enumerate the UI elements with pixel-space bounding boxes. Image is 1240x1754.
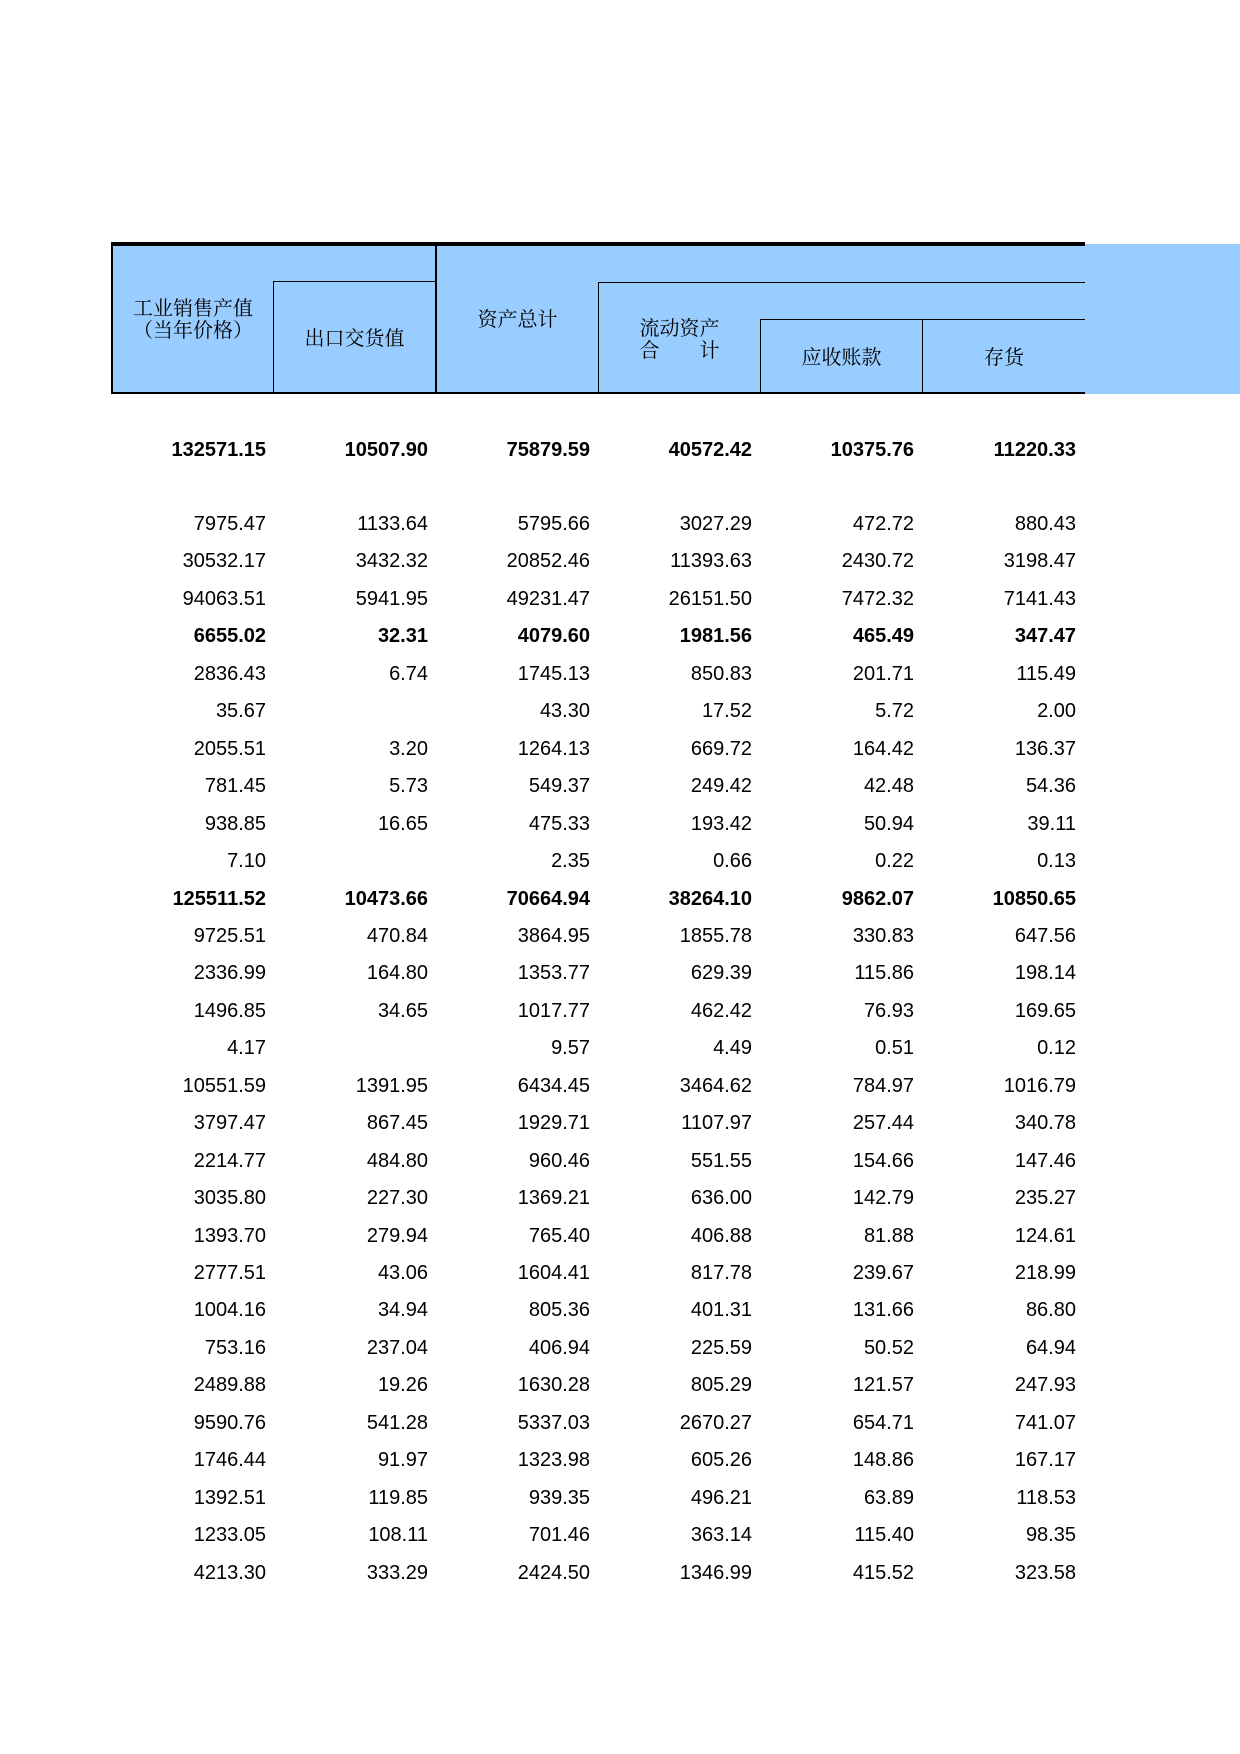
cell-export-value: 34.65	[377, 999, 428, 1022]
cell-sales-output: 6655.02	[193, 625, 266, 648]
cell-sales-output: 10551.59	[182, 1074, 266, 1097]
cell-export-value: 237.04	[366, 1336, 428, 1359]
cell-receivables: 9862.07	[841, 887, 914, 910]
cell-current-assets: 406.88	[690, 1224, 752, 1247]
cell-inventory: 147.46	[1014, 1149, 1076, 1172]
table-row	[111, 993, 1085, 1030]
cell-sales-output: 4213.30	[193, 1561, 266, 1584]
cell-total-assets: 5337.03	[517, 1411, 590, 1434]
cell-export-value: 3432.32	[355, 550, 428, 573]
table-row	[111, 1405, 1085, 1442]
cell-export-value: 108.11	[368, 1524, 428, 1547]
cell-total-assets: 1929.71	[517, 1112, 590, 1135]
cell-export-value: 19.26	[377, 1374, 428, 1397]
cell-current-assets: 462.42	[690, 999, 752, 1022]
cell-total-assets: 805.36	[528, 1299, 590, 1322]
cell-receivables: 784.97	[852, 1074, 914, 1097]
table-row	[111, 618, 1085, 655]
cell-total-assets: 70664.94	[506, 887, 590, 910]
header-sales-output: 工业销售产值 （当年价格）	[133, 296, 253, 342]
header-receivables: 应收账款	[801, 345, 882, 369]
cell-total-assets: 939.35	[528, 1486, 590, 1509]
table-row	[111, 1555, 1085, 1592]
cell-sales-output: 7975.47	[193, 513, 266, 535]
header-divider	[598, 282, 1085, 283]
cell-sales-output: 1496.85	[193, 999, 266, 1022]
cell-sales-output: 938.85	[204, 812, 266, 835]
cell-inventory: 39.11	[1027, 812, 1076, 835]
table-row	[111, 506, 1085, 543]
cell-inventory: 54.36	[1025, 775, 1076, 798]
cell-export-value: 3.20	[389, 737, 428, 760]
cell-export-value: 867.45	[366, 1112, 428, 1135]
cell-export-value: 333.29	[366, 1561, 428, 1584]
cell-sales-output: 1004.16	[193, 1299, 266, 1322]
cell-export-value: 10507.90	[344, 439, 428, 461]
cell-receivables: 148.86	[852, 1449, 914, 1472]
table-row	[111, 543, 1085, 580]
cell-current-assets: 817.78	[690, 1262, 752, 1284]
cell-export-value: 10473.66	[344, 887, 428, 910]
table-row	[111, 768, 1085, 805]
cell-inventory: 169.65	[1014, 999, 1076, 1022]
cell-inventory: 124.61	[1014, 1224, 1076, 1247]
cell-sales-output: 2777.51	[193, 1262, 266, 1284]
cell-current-assets: 38264.10	[668, 887, 752, 910]
cell-sales-output: 1392.51	[193, 1486, 266, 1509]
cell-total-assets: 1017.77	[517, 999, 590, 1022]
cell-inventory: 115.49	[1016, 662, 1076, 685]
cell-current-assets: 26151.50	[668, 587, 752, 610]
cell-current-assets: 17.52	[701, 700, 752, 723]
cell-total-assets: 20852.46	[506, 550, 590, 573]
cell-export-value: 32.31	[377, 625, 428, 648]
cell-total-assets: 5795.66	[517, 513, 590, 535]
cell-receivables: 50.52	[863, 1336, 914, 1359]
cell-current-assets: 40572.42	[668, 439, 752, 461]
cell-inventory: 2.00	[1037, 700, 1076, 723]
header-current-assets: 流动资产 合 计	[639, 316, 720, 362]
table-row	[111, 955, 1085, 992]
cell-receivables: 10375.76	[830, 439, 914, 461]
cell-current-assets: 193.42	[690, 812, 752, 835]
cell-inventory: 64.94	[1025, 1336, 1076, 1359]
cell-receivables: 2430.72	[841, 550, 914, 573]
cell-export-value: 470.84	[366, 924, 428, 947]
cell-export-value: 34.94	[377, 1299, 428, 1322]
cell-sales-output: 132571.15	[171, 439, 266, 461]
cell-total-assets: 1353.77	[517, 962, 590, 985]
cell-inventory: 136.37	[1014, 737, 1076, 760]
cell-sales-output: 94063.51	[182, 587, 266, 610]
header-inventory: 存货	[984, 345, 1024, 369]
cell-receivables: 415.52	[852, 1561, 914, 1584]
table-row	[111, 1480, 1085, 1517]
cell-receivables: 7472.32	[841, 587, 914, 610]
cell-sales-output: 2336.99	[193, 962, 266, 985]
table-row	[111, 1517, 1085, 1554]
cell-inventory: 347.47	[1014, 625, 1076, 648]
table-row	[111, 1105, 1085, 1142]
cell-sales-output: 30532.17	[182, 550, 266, 573]
cell-current-assets: 605.26	[690, 1449, 752, 1472]
cell-total-assets: 1745.13	[517, 662, 590, 685]
cell-inventory: 86.80	[1025, 1299, 1076, 1322]
cell-export-value: 5941.95	[355, 587, 428, 610]
cell-total-assets: 475.33	[528, 812, 590, 835]
cell-inventory: 0.12	[1037, 1037, 1076, 1060]
cell-receivables: 472.72	[852, 513, 914, 535]
header-divider	[273, 281, 436, 282]
cell-inventory: 880.43	[1014, 513, 1076, 535]
cell-export-value: 119.85	[368, 1486, 428, 1509]
table-row	[111, 1030, 1085, 1067]
cell-inventory: 98.35	[1025, 1524, 1076, 1547]
cell-sales-output: 125511.52	[172, 887, 266, 910]
cell-inventory: 235.27	[1014, 1187, 1076, 1210]
cell-receivables: 654.71	[852, 1411, 914, 1434]
cell-current-assets: 225.59	[690, 1336, 752, 1359]
cell-export-value: 5.73	[389, 775, 428, 798]
cell-inventory: 340.78	[1014, 1112, 1076, 1135]
cell-inventory: 167.17	[1014, 1449, 1076, 1472]
table-row	[111, 1255, 1085, 1292]
table-row	[111, 1180, 1085, 1217]
cell-receivables: 330.83	[852, 924, 914, 947]
cell-current-assets: 11393.63	[670, 550, 752, 573]
cell-sales-output: 9590.76	[193, 1411, 266, 1434]
cell-receivables: 0.51	[875, 1037, 914, 1060]
cell-total-assets: 2.35	[551, 850, 590, 873]
header-top-rule	[111, 242, 1085, 246]
cell-current-assets: 249.42	[690, 775, 752, 798]
cell-receivables: 63.89	[863, 1486, 914, 1509]
cell-current-assets: 3464.62	[679, 1074, 752, 1097]
cell-current-assets: 1346.99	[679, 1561, 752, 1584]
cell-receivables: 121.57	[852, 1374, 914, 1397]
cell-total-assets: 4079.60	[517, 625, 590, 648]
cell-receivables: 115.86	[854, 962, 914, 985]
cell-total-assets: 1264.13	[517, 737, 590, 760]
cell-inventory: 323.58	[1014, 1561, 1076, 1584]
cell-export-value: 91.97	[377, 1449, 428, 1472]
cell-inventory: 0.13	[1037, 850, 1076, 873]
cell-export-value	[273, 843, 428, 880]
table-row	[111, 1330, 1085, 1367]
cell-export-value: 279.94	[366, 1224, 428, 1247]
table-row	[111, 881, 1085, 918]
cell-receivables: 257.44	[852, 1112, 914, 1135]
table-row	[111, 1068, 1085, 1105]
cell-current-assets: 1855.78	[679, 924, 752, 947]
cell-receivables: 239.67	[852, 1262, 914, 1284]
header-total-assets: 资产总计	[477, 307, 558, 331]
cell-current-assets: 1107.97	[681, 1112, 752, 1135]
cell-receivables: 42.48	[863, 775, 914, 798]
cell-total-assets: 1604.41	[517, 1262, 590, 1284]
cell-sales-output: 2055.51	[193, 737, 266, 760]
cell-inventory: 11220.33	[993, 439, 1076, 461]
table-row	[111, 1442, 1085, 1479]
cell-receivables: 201.71	[852, 662, 914, 685]
table-row	[111, 843, 1085, 880]
cell-receivables: 50.94	[863, 812, 914, 835]
cell-total-assets: 765.40	[528, 1224, 590, 1247]
table-row	[111, 656, 1085, 693]
cell-export-value: 1133.64	[357, 513, 428, 535]
cell-sales-output: 1233.05	[193, 1524, 266, 1547]
cell-sales-output: 4.17	[227, 1037, 266, 1060]
cell-inventory: 3198.47	[1003, 550, 1076, 573]
table-row	[111, 1292, 1085, 1329]
cell-export-value	[273, 1030, 428, 1067]
cell-sales-output: 3797.47	[193, 1112, 266, 1135]
cell-export-value: 484.80	[366, 1149, 428, 1172]
cell-receivables: 0.22	[875, 850, 914, 873]
cell-receivables: 76.93	[863, 999, 914, 1022]
cell-current-assets: 0.66	[713, 850, 752, 873]
table-row	[111, 432, 1085, 469]
cell-sales-output: 1746.44	[193, 1449, 266, 1472]
header-export-value: 出口交货值	[304, 326, 405, 350]
cell-inventory: 10850.65	[992, 887, 1076, 910]
cell-current-assets: 805.29	[690, 1374, 752, 1397]
cell-sales-output: 35.67	[215, 700, 266, 723]
cell-receivables: 164.42	[852, 737, 914, 760]
cell-current-assets: 669.72	[690, 737, 752, 760]
cell-current-assets: 1981.56	[679, 625, 752, 648]
cell-export-value: 43.06	[377, 1262, 428, 1284]
cell-current-assets: 636.00	[690, 1187, 752, 1210]
cell-total-assets: 75879.59	[506, 439, 590, 461]
cell-receivables: 154.66	[852, 1149, 914, 1172]
cell-sales-output: 2489.88	[193, 1374, 266, 1397]
cell-receivables: 81.88	[863, 1224, 914, 1247]
cell-sales-output: 2836.43	[193, 662, 266, 685]
cell-export-value	[273, 693, 428, 730]
cell-total-assets: 3864.95	[517, 924, 590, 947]
cell-inventory: 1016.79	[1003, 1074, 1076, 1097]
cell-sales-output: 781.45	[204, 775, 266, 798]
table-row	[111, 731, 1085, 768]
cell-total-assets: 43.30	[539, 700, 590, 723]
cell-sales-output: 1393.70	[193, 1224, 266, 1247]
cell-receivables: 142.79	[852, 1187, 914, 1210]
cell-total-assets: 406.94	[528, 1336, 590, 1359]
table-row	[111, 806, 1085, 843]
cell-total-assets: 960.46	[528, 1149, 590, 1172]
cell-current-assets: 629.39	[690, 962, 752, 985]
cell-export-value: 541.28	[366, 1411, 428, 1434]
cell-export-value: 164.80	[366, 962, 428, 985]
cell-total-assets: 2424.50	[517, 1561, 590, 1584]
cell-inventory: 118.53	[1016, 1486, 1076, 1509]
cell-sales-output: 2214.77	[193, 1149, 266, 1172]
cell-inventory: 647.56	[1014, 924, 1076, 947]
cell-current-assets: 850.83	[690, 662, 752, 685]
cell-inventory: 218.99	[1014, 1262, 1076, 1284]
cell-receivables: 465.49	[852, 625, 914, 648]
cell-inventory: 7141.43	[1003, 587, 1076, 610]
cell-total-assets: 49231.47	[506, 587, 590, 610]
cell-export-value: 16.65	[377, 812, 428, 835]
cell-inventory: 741.07	[1014, 1411, 1076, 1434]
cell-export-value: 227.30	[366, 1187, 428, 1210]
cell-total-assets: 549.37	[528, 775, 590, 798]
table-row	[111, 1143, 1085, 1180]
cell-current-assets: 551.55	[690, 1149, 752, 1172]
cell-sales-output: 3035.80	[193, 1187, 266, 1210]
cell-current-assets: 496.21	[690, 1486, 752, 1509]
cell-export-value: 1391.95	[355, 1074, 428, 1097]
cell-current-assets: 3027.29	[679, 513, 752, 535]
cell-current-assets: 401.31	[690, 1299, 752, 1322]
cell-total-assets: 9.57	[551, 1037, 590, 1060]
cell-export-value: 6.74	[389, 662, 428, 685]
cell-inventory: 247.93	[1014, 1374, 1076, 1397]
cell-receivables: 131.66	[852, 1299, 914, 1322]
table-row	[111, 693, 1085, 730]
cell-current-assets: 2670.27	[679, 1411, 752, 1434]
table-row	[111, 581, 1085, 618]
cell-total-assets: 1369.21	[517, 1187, 590, 1210]
table-row	[111, 1218, 1085, 1255]
cell-inventory: 198.14	[1014, 962, 1076, 985]
cell-current-assets: 4.49	[713, 1037, 752, 1060]
cell-total-assets: 1630.28	[517, 1374, 590, 1397]
cell-sales-output: 753.16	[204, 1336, 266, 1359]
cell-sales-output: 7.10	[227, 850, 266, 873]
cell-sales-output: 9725.51	[193, 924, 266, 947]
table-row	[111, 1367, 1085, 1404]
table-row	[111, 918, 1085, 955]
cell-receivables: 5.72	[875, 700, 914, 723]
cell-current-assets: 363.14	[690, 1524, 752, 1547]
cell-receivables: 115.40	[854, 1524, 914, 1547]
cell-total-assets: 701.46	[528, 1524, 590, 1547]
cell-total-assets: 6434.45	[517, 1074, 590, 1097]
cell-total-assets: 1323.98	[517, 1449, 590, 1472]
